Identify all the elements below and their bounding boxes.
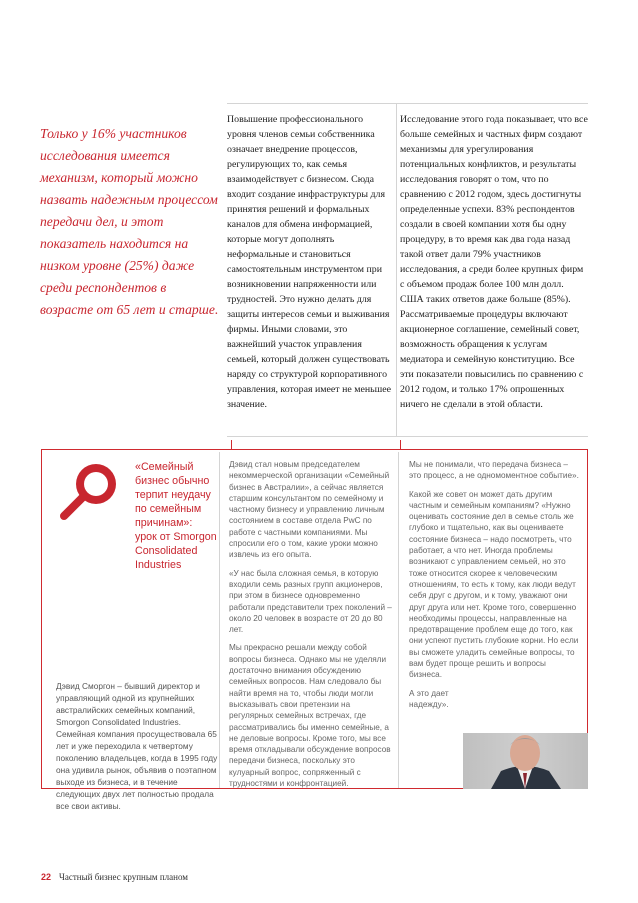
portrait-photo [463,733,588,789]
paragraph: А это дает надежду». [409,688,449,709]
paragraph: «У нас была сложная семья, в которую входили семь разных групп акционеров, при этом в бизнесе одновременно работали представители трех поколений – около 20 человек в возрасте от 20 до 80 лет. [229,568,392,635]
paragraph: Мы не понимали, что передача бизнеса – это процесс, а не одномоментное событие». [409,460,579,481]
portrait-caption: Дэвид Сморгон – бывший директор и управляющий одной из крупнейших австралийских семейных компаний, Smorgon Consolidated Industries. Семейная компания просуществовала 65 лет и уже переходила к четвертому поколению владельцев, когда в 1995 году она удивила рынок, объявив о поэтапном выходе из бизнеса, и в течение следующих двух лет полностью продала все свои активы. [56,681,218,811]
box-column-divider [398,452,399,788]
body-column-right: Исследование этого года показывает, что все больше семейных и частных фирм создают механизмы для урегулирования потенциальных конфликтов, и результаты исследования говорят о том, что по сравнению с 2012 годом, здесь достигнуты определенные успехи. 83% респондентов создали в своей компании хотя бы одну процедуру, в то время как два года назад такой ответ дали 79% участников исследования, а среди более крупных фирм с объемом продаж более 100 млн долл. США таких ответов даже больше (85%). Рассматриваемые процедуры включают акционерное соглашение, семейный совет, возможность обращения к услугам медиатора и семейную конституцию. Все эти показатели повысились по сравнению с 2012 годом, и только 17% опрошенных ничего не сделали в этой области. [400,114,588,410]
box-column-divider [219,452,220,788]
page-number: 22 [41,872,52,882]
body-column-middle: Повышение профессионального уровня членов семьи собственника означает внедрение процессов, регулирующих то, как семья взаимодействует с бизнесом. Сюда входит создание инфраструктуры для принятия решений и формальных каналов для обмена информацией, которые могут дополнять неформальные и становиться самостоятельным инструментом при возникновении напряженности или трудностей. Это нужно делать для защиты интересов семьи и выживания фирмы. Иными словами, это важнейший участок управления семьей, который должен существовать наряду со структурой корпоративного управления, которая имеет не меньшее значение. [227,114,392,410]
box-column-2 [229,459,392,796]
top-rule [227,103,588,104]
box-pull-quote: «Семейный бизнес обычно терпит неудачу по семейным причинам»: урок от Smorgon Consolidated Industries [135,461,217,571]
paragraph: Мы прекрасно решали между собой вопросы бизнеса. Однако мы не уделяли достаточно внимания обсуждению семейных вопросов. Нам следовало бы найти время на то, чтобы люди могли высказывать свои претензии на регулярных семейных встречах, где рассматривались бы именно семейные, а не деловые вопросы. Кроме того, мы все время откладывали обсуждение вопросов передачи бизнеса, поскольку это кулуарный вопрос, сопряженный с трудностями и конфронтацией. [229,643,391,789]
column-divider [396,103,397,436]
pull-quote: Только у 16% участников исследования имеется механизм, который можно назвать надежным процессом передачи дел, и этот показатель находится на низком уровне (25%) даже среди респондентов в возрасте от 65 лет и старше. [40,126,219,317]
magnifier-icon [58,460,120,522]
box-column-3 [409,459,579,717]
page-footer [41,872,188,882]
connector-tick [400,440,401,449]
publication-title: Частный бизнес крупным планом [59,872,188,882]
paragraph: Дэвид стал новым председателем некоммерческой организации «Семейный бизнес в Австралии», а сейчас является старшим консультантом по семейному и частному бизнесу и управлению личным состоянием в составе отдела PwC по работе с частными компаниями. Мы спросили его о том, какие уроки можно извлечь из его опыта. [229,460,390,560]
bottom-rule [227,436,588,437]
paragraph: Какой же совет он может дать другим частным и семейным компаниям? «Нужно оценивать состояние дел в семье столь же глубоко и тщательно, как вы оцениваете состояние бизнеса – надо посмотреть, что работает, а что нет. Иногда проблемы возникают с управлением семьей, но это тоже относится скорее к человеческим отношениям, то есть к тому, как люди ведут себя друг с другом, и к тому, уважают они друг друга или нет. Кроме того, совершенно необходимы процессы, направленные на предотвращение проблем еще до того, как они успеют пустить глубокие корни. Но если вы сможете уладить семейные вопросы, то вам будет проще решить и вопросы бизнеса. [409,489,579,680]
connector-tick [231,440,232,449]
